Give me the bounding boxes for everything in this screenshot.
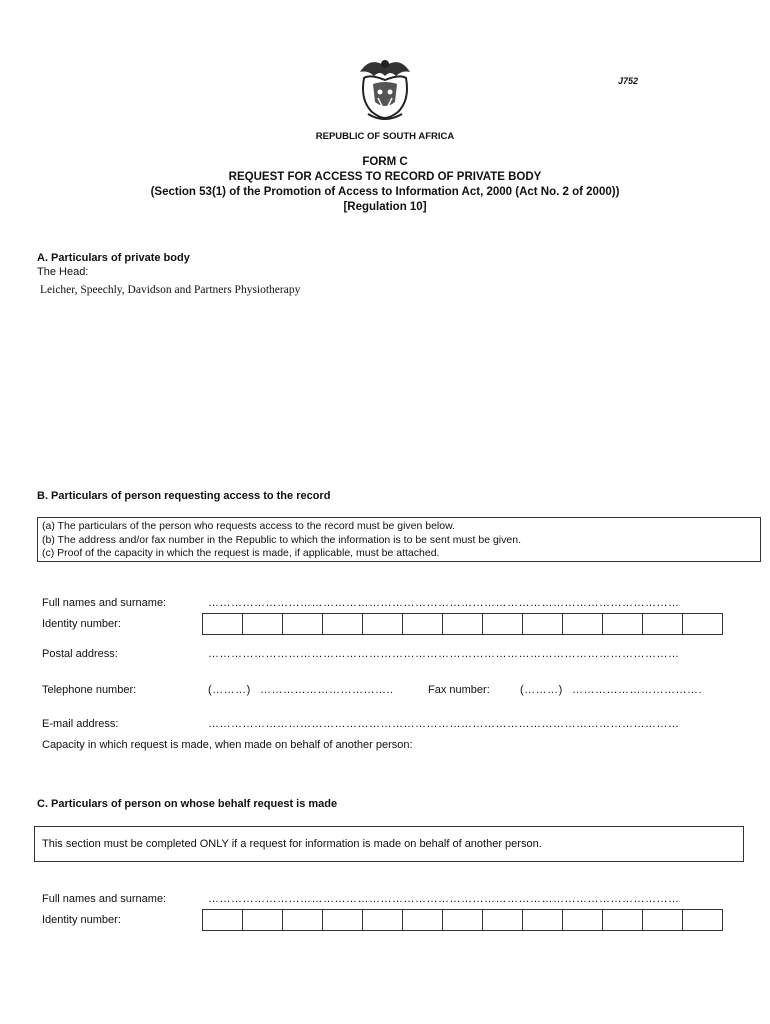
instruction-b: (b) The address and/or fax number in the Republic to which the information is to be sent must be given.: [42, 533, 521, 546]
coat-of-arms-icon: [356, 54, 414, 122]
form-titles: [0, 155, 770, 215]
id-digit-cell[interactable]: [443, 614, 483, 634]
email-address-field[interactable]: ……………………………………………………………………………………………………………: [208, 718, 680, 730]
email-address-label: E-mail address:: [42, 718, 119, 730]
id-digit-cell[interactable]: [683, 910, 723, 930]
form-title: FORM C: [362, 156, 408, 168]
id-digit-cell[interactable]: [683, 614, 723, 634]
regulation-reference: [Regulation 10]: [343, 201, 427, 213]
postal-address-label: Postal address:: [42, 648, 118, 660]
identity-number-label: Identity number:: [42, 618, 121, 630]
id-digit-cell[interactable]: [483, 910, 523, 930]
id-digit-cell[interactable]: [363, 614, 403, 634]
behalf-identity-number-grid[interactable]: [202, 909, 723, 931]
id-digit-cell[interactable]: [483, 614, 523, 634]
fax-number-label: Fax number:: [428, 684, 490, 696]
id-digit-cell[interactable]: [563, 614, 603, 634]
section-reference: (Section 53(1) of the Promotion of Access to Information Act, 2000 (Act No. 2 of 2000)): [150, 186, 620, 198]
id-digit-cell[interactable]: [603, 910, 643, 930]
country-name: REPUBLIC OF SOUTH AFRICA: [315, 131, 455, 142]
id-digit-cell[interactable]: [323, 614, 363, 634]
instruction-a: (a) The particulars of the person who requests access to the record must be given below.: [42, 520, 456, 532]
id-digit-cell[interactable]: [523, 614, 563, 634]
id-digit-cell[interactable]: [643, 614, 683, 634]
instruction-c: (c) Proof of the capacity in which the request is made, if applicable, must be attached.: [42, 547, 440, 559]
capacity-label: Capacity in which request is made, when made on behalf of another person:: [42, 739, 413, 751]
identity-number-grid[interactable]: [202, 613, 723, 635]
id-digit-cell[interactable]: [243, 910, 283, 930]
id-digit-cell[interactable]: [603, 614, 643, 634]
id-digit-cell[interactable]: [283, 614, 323, 634]
full-names-field[interactable]: ……………………………………………………………………………………………………………: [208, 597, 680, 609]
behalf-full-names-label: Full names and surname:: [42, 893, 167, 905]
section-b-title: B. Particulars of person requesting access to the record: [37, 490, 331, 502]
id-digit-cell[interactable]: [363, 910, 403, 930]
telephone-number-field[interactable]: ……………………………..: [260, 684, 394, 696]
head-label: The Head:: [37, 266, 89, 278]
section-c-title: C. Particulars of person on whose behalf request is made: [37, 798, 338, 810]
telephone-number-label: Telephone number:: [42, 684, 137, 696]
id-digit-cell[interactable]: [203, 910, 243, 930]
id-digit-cell[interactable]: [323, 910, 363, 930]
id-digit-cell[interactable]: [403, 614, 443, 634]
section-a-title: A. Particulars of private body: [37, 252, 190, 264]
fax-number-field[interactable]: …………………………….: [572, 684, 703, 696]
request-title: REQUEST FOR ACCESS TO RECORD OF PRIVATE BODY: [228, 171, 542, 183]
full-names-label: Full names and surname:: [42, 597, 167, 609]
id-digit-cell[interactable]: [203, 614, 243, 634]
section-c-instruction: This section must be completed ONLY if a request for information is made on behalf of another person.: [34, 826, 744, 862]
fax-area-code[interactable]: (………): [520, 684, 563, 696]
id-digit-cell[interactable]: [643, 910, 683, 930]
id-digit-cell[interactable]: [283, 910, 323, 930]
id-digit-cell[interactable]: [563, 910, 603, 930]
behalf-identity-number-label: Identity number:: [42, 914, 121, 926]
form-code: J752: [618, 76, 639, 86]
id-digit-cell[interactable]: [523, 910, 563, 930]
behalf-full-names-field[interactable]: ……………………………………………………………………………………………………………: [208, 893, 680, 905]
id-digit-cell[interactable]: [403, 910, 443, 930]
postal-address-field[interactable]: ……………………………………………………………………………………………………………: [208, 648, 680, 660]
id-digit-cell[interactable]: [443, 910, 483, 930]
private-body-name: Leicher, Speechly, Davidson and Partners Physiotherapy: [40, 284, 301, 296]
telephone-area-code[interactable]: (………): [208, 684, 251, 696]
section-b-instructions: [37, 517, 761, 562]
id-digit-cell[interactable]: [243, 614, 283, 634]
